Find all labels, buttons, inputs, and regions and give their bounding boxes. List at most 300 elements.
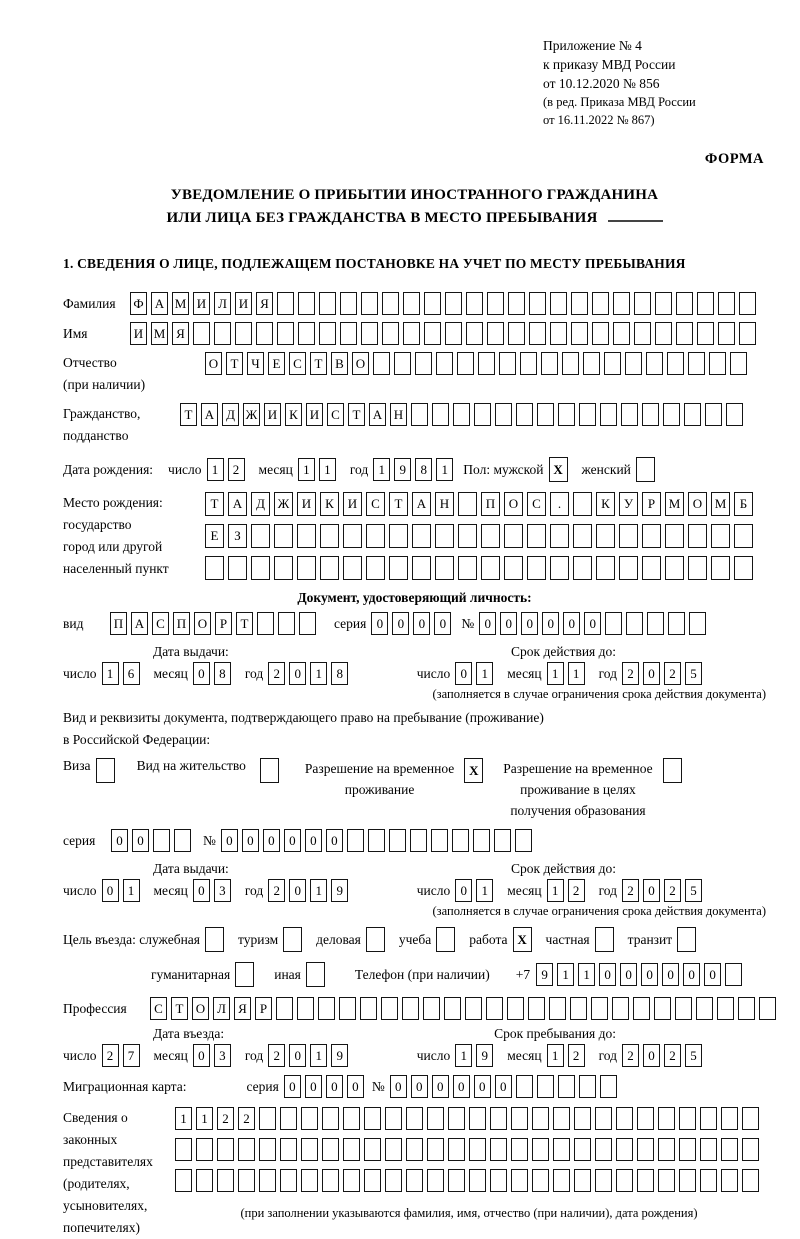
cell[interactable] [613,292,630,315]
doc-valid-day-input[interactable] [455,662,497,685]
cell[interactable]: 2 [568,879,585,902]
cell[interactable]: 9 [476,1044,493,1067]
cell[interactable] [193,322,210,345]
cell[interactable] [688,352,705,375]
cell[interactable]: 2 [268,1044,285,1067]
cell[interactable]: 1 [310,662,327,685]
cell[interactable]: И [130,322,147,345]
cell[interactable] [415,352,432,375]
cell[interactable] [655,292,672,315]
cell[interactable] [532,1169,549,1192]
cell[interactable]: 0 [289,662,306,685]
birth-place-row3[interactable] [205,556,757,580]
cell[interactable] [532,1138,549,1161]
cell[interactable] [412,524,431,548]
cell[interactable] [469,1169,486,1192]
cell[interactable] [532,1107,549,1130]
cell[interactable] [469,1138,486,1161]
cell[interactable]: У [619,492,638,516]
cell[interactable] [595,1107,612,1130]
cell[interactable]: 0 [284,1075,301,1098]
purpose-business-checkbox[interactable] [366,927,389,952]
cell[interactable]: Т [389,492,408,516]
cell[interactable]: 0 [643,1044,660,1067]
cell[interactable]: 1 [476,879,493,902]
cell[interactable] [679,1138,696,1161]
cell[interactable] [214,322,231,345]
cell[interactable]: 0 [371,612,388,635]
cell[interactable] [730,352,747,375]
guardians-row1[interactable] [175,1107,763,1130]
cell[interactable] [280,1107,297,1130]
cell[interactable]: Д [222,403,239,426]
cell[interactable]: Р [215,612,232,635]
cell[interactable]: Б [734,492,753,516]
cell[interactable] [642,524,661,548]
cell[interactable] [665,524,684,548]
cell[interactable]: 6 [123,662,140,685]
cell[interactable]: 1 [547,879,564,902]
cell[interactable]: 2 [622,879,639,902]
cell[interactable]: 2 [664,879,681,902]
cell[interactable] [448,1169,465,1192]
doc-series-input[interactable] [371,612,455,635]
cell[interactable] [274,524,293,548]
cell[interactable] [562,352,579,375]
doc-number-input[interactable] [479,612,710,635]
cell[interactable]: 5 [685,879,702,902]
cell[interactable]: 1 [373,458,390,481]
cell[interactable] [278,612,295,635]
cell[interactable] [366,927,385,952]
cell[interactable]: А [228,492,247,516]
cell[interactable]: Н [435,492,454,516]
cell[interactable] [573,524,592,548]
cell[interactable]: 0 [434,612,451,635]
cell[interactable] [668,612,685,635]
cell[interactable] [626,612,643,635]
cell[interactable] [364,1169,381,1192]
cell[interactable] [466,292,483,315]
cell[interactable] [427,1107,444,1130]
cell[interactable]: 0 [620,963,637,986]
cell[interactable] [458,492,477,516]
cell[interactable]: Т [348,403,365,426]
cell[interactable] [444,997,461,1020]
cell[interactable] [721,1138,738,1161]
cell[interactable]: А [201,403,218,426]
cell[interactable]: В [331,352,348,375]
cell[interactable]: 2 [228,458,245,481]
cell[interactable] [595,1138,612,1161]
doc-issue-month-input[interactable] [193,662,235,685]
cell[interactable] [734,524,753,548]
sex-female-checkbox[interactable] [636,457,659,482]
cell[interactable]: 0 [453,1075,470,1098]
cell[interactable]: О [352,352,369,375]
cell[interactable]: 0 [413,612,430,635]
cell[interactable] [700,1138,717,1161]
stay-year-input[interactable] [622,1044,706,1067]
cell[interactable]: Я [256,292,273,315]
cell[interactable] [718,292,735,315]
cell[interactable] [595,927,614,952]
cell[interactable] [508,292,525,315]
cell[interactable] [574,1138,591,1161]
cell[interactable]: 1 [102,662,119,685]
cell[interactable]: X [549,457,568,482]
cell[interactable] [364,1138,381,1161]
cell[interactable] [228,556,247,580]
cell[interactable] [217,1169,234,1192]
cell[interactable] [424,292,441,315]
cell[interactable] [515,829,532,852]
cell[interactable] [340,292,357,315]
cell[interactable]: 0 [326,829,343,852]
birth-year-input[interactable] [373,458,457,481]
cell[interactable] [679,1169,696,1192]
cell[interactable] [385,1138,402,1161]
cell[interactable]: 1 [578,963,595,986]
cell[interactable] [469,1107,486,1130]
cell[interactable] [217,1138,234,1161]
cell[interactable]: 1 [557,963,574,986]
cell[interactable] [612,997,629,1020]
rvp-checkbox[interactable] [464,758,487,783]
cell[interactable] [364,1107,381,1130]
cell[interactable] [625,352,642,375]
cell[interactable] [394,352,411,375]
cell[interactable] [297,524,316,548]
cell[interactable] [537,403,554,426]
guardians-row2[interactable] [175,1138,763,1161]
cell[interactable] [339,997,356,1020]
cell[interactable]: О [205,352,222,375]
cell[interactable]: 0 [683,963,700,986]
cell[interactable]: 0 [704,963,721,986]
cell[interactable]: 0 [305,829,322,852]
cell[interactable]: 0 [542,612,559,635]
cell[interactable]: 0 [305,1075,322,1098]
cell[interactable] [382,322,399,345]
cell[interactable]: 1 [175,1107,192,1130]
cell[interactable]: 0 [392,612,409,635]
cell[interactable]: 8 [331,662,348,685]
cell[interactable] [759,997,776,1020]
entry-year-input[interactable] [268,1044,352,1067]
cell[interactable] [591,997,608,1020]
cell[interactable] [605,612,622,635]
cell[interactable] [504,556,523,580]
cell[interactable]: 1 [547,662,564,685]
cell[interactable]: 2 [102,1044,119,1067]
cell[interactable] [435,556,454,580]
cell[interactable] [251,556,270,580]
cell[interactable]: З [228,524,247,548]
cell[interactable] [570,997,587,1020]
cell[interactable] [613,322,630,345]
cell[interactable] [340,322,357,345]
cell[interactable]: 0 [284,829,301,852]
cell[interactable] [490,1107,507,1130]
cell[interactable] [385,1169,402,1192]
cell[interactable] [709,352,726,375]
cell[interactable] [658,1169,675,1192]
cell[interactable] [600,1075,617,1098]
cell[interactable] [520,352,537,375]
purpose-other-checkbox[interactable] [306,962,329,987]
cell[interactable] [411,403,428,426]
cell[interactable]: 9 [536,963,553,986]
cell[interactable] [432,403,449,426]
cell[interactable] [516,1075,533,1098]
res-issue-day-input[interactable] [102,879,144,902]
cell[interactable]: 0 [347,1075,364,1098]
cell[interactable]: Л [214,292,231,315]
cell[interactable]: С [366,492,385,516]
cell[interactable] [553,1107,570,1130]
cell[interactable] [573,556,592,580]
cell[interactable] [435,524,454,548]
cell[interactable] [445,322,462,345]
cell[interactable] [642,403,659,426]
cell[interactable]: 7 [123,1044,140,1067]
cell[interactable] [571,322,588,345]
cell[interactable]: 0 [221,829,238,852]
cell[interactable] [507,997,524,1020]
cell[interactable] [619,556,638,580]
cell[interactable]: 2 [622,1044,639,1067]
cell[interactable]: Т [236,612,253,635]
cell[interactable] [403,292,420,315]
cell[interactable] [511,1107,528,1130]
cell[interactable] [153,829,170,852]
cell[interactable] [320,556,339,580]
cell[interactable] [697,322,714,345]
cell[interactable] [596,556,615,580]
cell[interactable] [504,524,523,548]
cell[interactable] [276,997,293,1020]
cell[interactable] [711,556,730,580]
birth-place-row1[interactable] [205,492,757,516]
mig-number-input[interactable] [390,1075,621,1098]
cell[interactable] [473,829,490,852]
cell[interactable] [474,403,491,426]
cell[interactable] [688,556,707,580]
cell[interactable]: П [481,492,500,516]
cell[interactable]: 0 [495,1075,512,1098]
cell[interactable]: 1 [547,1044,564,1067]
cell[interactable]: С [327,403,344,426]
cell[interactable] [494,829,511,852]
visa-checkbox[interactable] [96,758,119,783]
cell[interactable]: 1 [310,879,327,902]
sex-male-checkbox[interactable] [549,457,572,482]
cell[interactable] [457,352,474,375]
cell[interactable]: 1 [310,1044,327,1067]
cell[interactable] [676,292,693,315]
cell[interactable] [495,403,512,426]
cell[interactable] [382,292,399,315]
cell[interactable]: П [173,612,190,635]
cell[interactable] [667,352,684,375]
cell[interactable]: 9 [331,1044,348,1067]
cell[interactable]: 0 [242,829,259,852]
cell[interactable] [458,556,477,580]
cell[interactable] [665,556,684,580]
cell[interactable] [696,997,713,1020]
cell[interactable]: 1 [196,1107,213,1130]
cell[interactable]: И [343,492,362,516]
cell[interactable] [550,322,567,345]
doc-type-input[interactable] [110,612,320,635]
cell[interactable]: И [264,403,281,426]
cell[interactable] [452,829,469,852]
cell[interactable] [558,1075,575,1098]
cell[interactable] [726,403,743,426]
cell[interactable] [319,292,336,315]
cell[interactable]: 0 [641,963,658,986]
cell[interactable] [366,556,385,580]
cell[interactable] [259,1169,276,1192]
cell[interactable] [448,1107,465,1130]
cell[interactable] [297,556,316,580]
cell[interactable] [205,927,224,952]
cell[interactable]: 9 [394,458,411,481]
cell[interactable]: Т [180,403,197,426]
cell[interactable]: 2 [568,1044,585,1067]
cell[interactable] [636,457,655,482]
cell[interactable] [465,997,482,1020]
cell[interactable] [453,403,470,426]
cell[interactable]: 0 [500,612,517,635]
cell[interactable]: 1 [298,458,315,481]
cell[interactable]: 2 [622,662,639,685]
cell[interactable]: Е [205,524,224,548]
cell[interactable] [260,758,279,783]
cell[interactable] [637,1107,654,1130]
cell[interactable]: 0 [584,612,601,635]
cell[interactable] [299,612,316,635]
cell[interactable] [277,292,294,315]
cell[interactable]: Л [213,997,230,1020]
cell[interactable] [616,1107,633,1130]
cell[interactable] [366,524,385,548]
cell[interactable] [621,403,638,426]
cell[interactable] [259,1107,276,1130]
cell[interactable] [406,1169,423,1192]
cell[interactable]: Н [390,403,407,426]
cell[interactable] [343,1169,360,1192]
cell[interactable] [277,322,294,345]
cell[interactable] [574,1169,591,1192]
cell[interactable]: 0 [474,1075,491,1098]
res-series-input[interactable] [111,829,195,852]
purpose-tourism-checkbox[interactable] [283,927,306,952]
cell[interactable] [711,524,730,548]
cell[interactable]: 0 [455,662,472,685]
citizenship-input[interactable] [180,403,747,426]
cell[interactable] [604,352,621,375]
cell[interactable] [529,322,546,345]
cell[interactable] [322,1107,339,1130]
cell[interactable]: 0 [193,879,210,902]
cell[interactable] [654,997,671,1020]
cell[interactable]: А [131,612,148,635]
cell[interactable]: К [320,492,339,516]
cell[interactable] [508,322,525,345]
cell[interactable] [527,524,546,548]
cell[interactable] [361,292,378,315]
cell[interactable] [256,322,273,345]
stay-month-input[interactable] [547,1044,589,1067]
cell[interactable] [511,1169,528,1192]
cell[interactable] [550,292,567,315]
cell[interactable]: М [172,292,189,315]
cell[interactable] [301,1107,318,1130]
cell[interactable] [499,352,516,375]
rvp-edu-checkbox[interactable] [663,758,686,783]
cell[interactable] [343,1138,360,1161]
cell[interactable] [412,556,431,580]
cell[interactable]: Ф [130,292,147,315]
cell[interactable]: 1 [476,662,493,685]
cell[interactable] [238,1169,255,1192]
cell[interactable]: М [665,492,684,516]
cell[interactable] [529,292,546,315]
cell[interactable] [205,556,224,580]
cell[interactable] [734,556,753,580]
name-input[interactable] [130,322,760,345]
cell[interactable]: М [151,322,168,345]
cell[interactable] [658,1138,675,1161]
cell[interactable] [487,292,504,315]
cell[interactable]: 2 [217,1107,234,1130]
cell[interactable] [436,927,455,952]
cell[interactable] [592,292,609,315]
cell[interactable]: 0 [102,879,119,902]
cell[interactable]: 0 [193,1044,210,1067]
cell[interactable] [739,292,756,315]
cell[interactable]: Т [171,997,188,1020]
cell[interactable]: Р [642,492,661,516]
cell[interactable] [647,612,664,635]
cell[interactable] [322,1169,339,1192]
birth-day-input[interactable] [207,458,249,481]
cell[interactable] [516,403,533,426]
stay-day-input[interactable] [455,1044,497,1067]
cell[interactable]: Т [310,352,327,375]
purpose-private-checkbox[interactable] [595,927,618,952]
res-valid-year-input[interactable] [622,879,706,902]
cell[interactable] [527,556,546,580]
cell[interactable] [406,1138,423,1161]
cell[interactable]: М [711,492,730,516]
cell[interactable] [679,1107,696,1130]
cell[interactable]: 9 [331,879,348,902]
cell[interactable] [306,962,325,987]
cell[interactable]: 5 [685,1044,702,1067]
cell[interactable]: 0 [390,1075,407,1098]
cell[interactable] [689,612,706,635]
cell[interactable]: 1 [207,458,224,481]
cell[interactable] [343,556,362,580]
cell[interactable] [343,524,362,548]
cell[interactable] [410,829,427,852]
cell[interactable] [235,322,252,345]
cell[interactable]: Д [251,492,270,516]
doc-valid-year-input[interactable] [622,662,706,685]
